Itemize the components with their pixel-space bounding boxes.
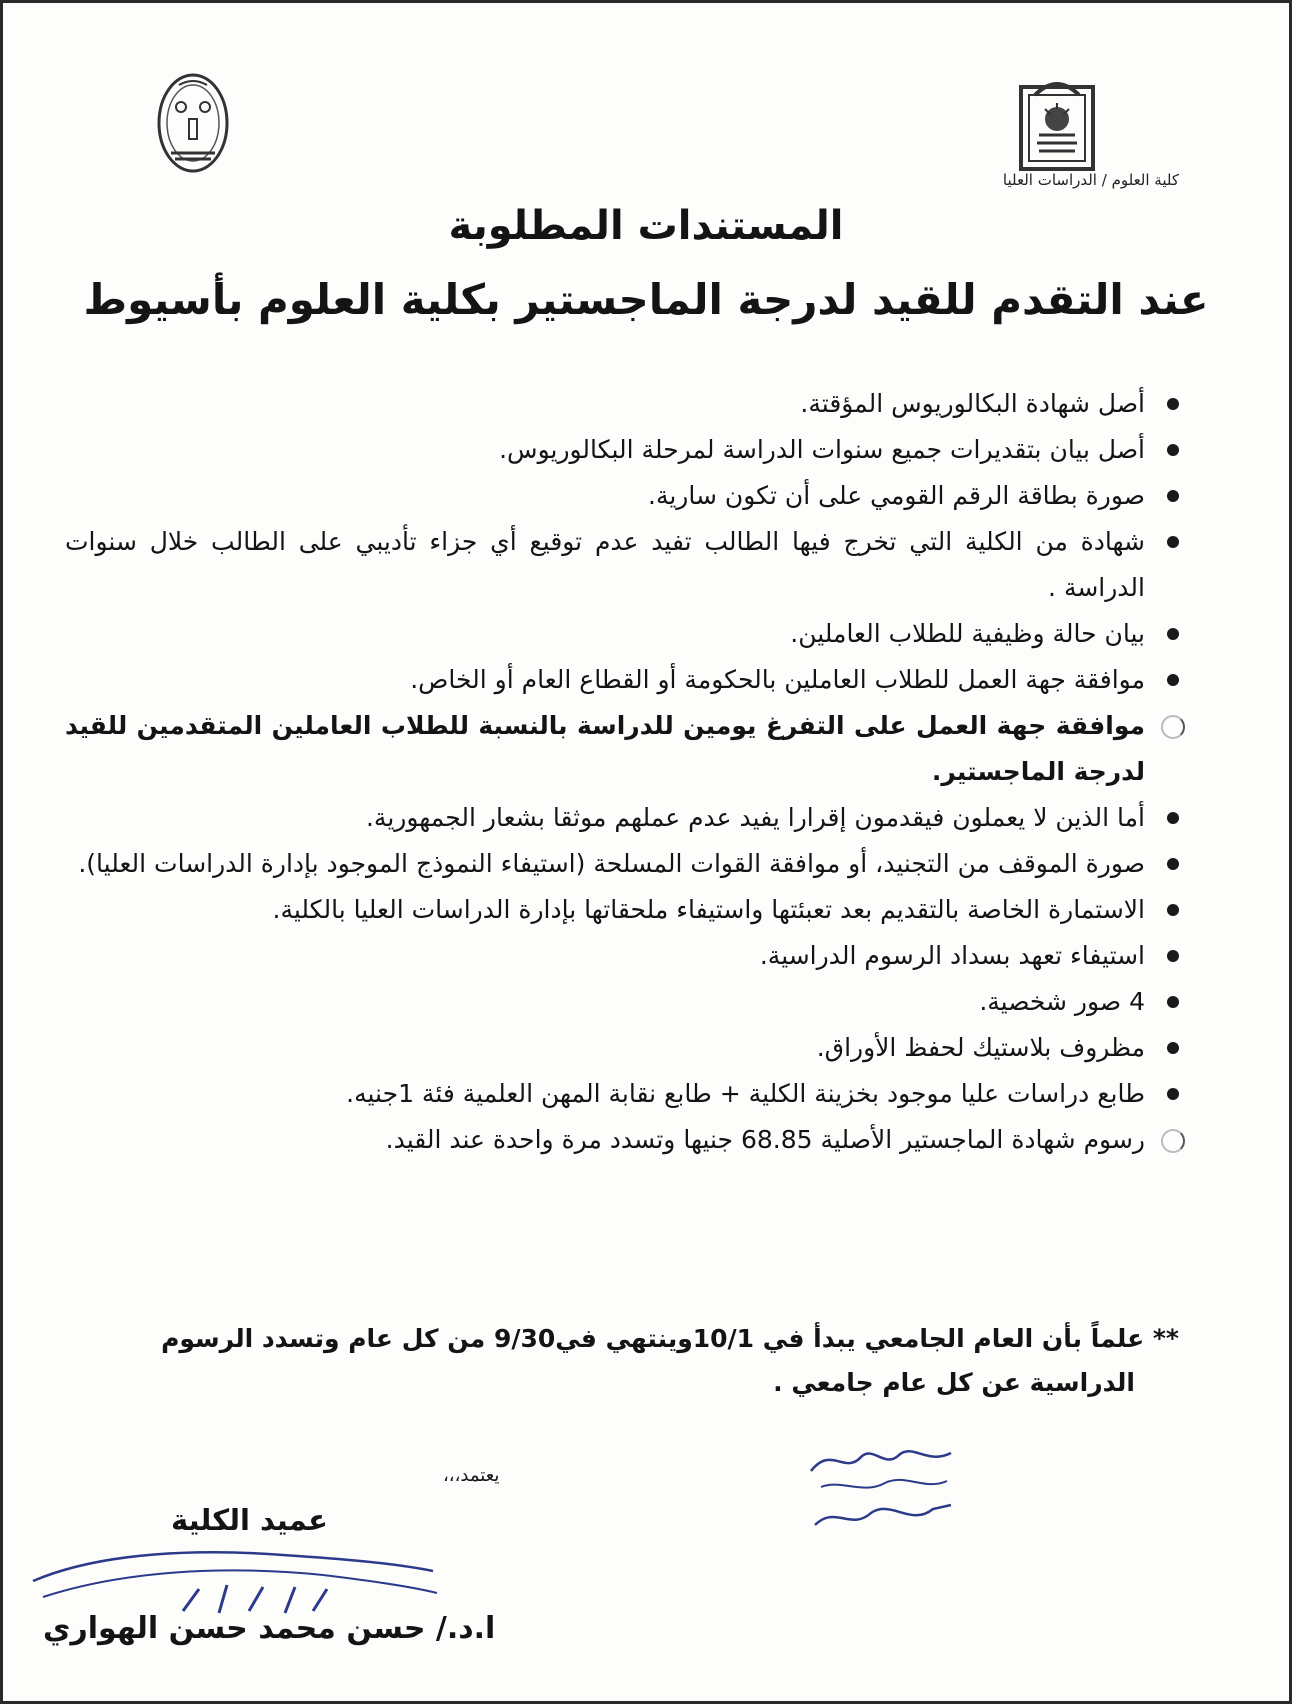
dean-title: عميد الكلية xyxy=(171,1503,328,1537)
dean-name: ا.د./ حسن محمد حسن الهواري xyxy=(43,1611,496,1646)
bullet-icon xyxy=(1167,996,1179,1008)
handwritten-signature-icon xyxy=(801,1435,961,1545)
list-item: شهادة من الكلية التي تخرج فيها الطالب تفيد عدم توقيع أي جزاء تأديبي على الطالب خلال سنوات الدراسة . xyxy=(65,519,1179,611)
hollow-bullet-icon xyxy=(1161,715,1185,739)
list-item: بيان حالة وظيفية للطلاب العاملين. xyxy=(65,611,1179,657)
list-item: مظروف بلاستيك لحفظ الأوراق. xyxy=(65,1025,1179,1071)
requirements-list xyxy=(65,381,1179,1163)
bullet-icon xyxy=(1167,1088,1179,1100)
document-title: المستندات المطلوبة xyxy=(448,203,844,249)
list-item: أما الذين لا يعملون فيقدمون إقرارا يفيد عدم عملهم موثقا بشعار الجمهورية. xyxy=(65,795,1179,841)
bullet-icon xyxy=(1167,398,1179,410)
approval-label: يعتمد،،، xyxy=(443,1465,500,1486)
academic-year-note xyxy=(71,1317,1179,1405)
bullet-icon xyxy=(1167,628,1179,640)
faculty-seal-icon xyxy=(151,69,235,181)
bullet-icon xyxy=(1167,674,1179,686)
document-subtitle: عند التقدم للقيد لدرجة الماجستير بكلية العلوم بأسيوط xyxy=(83,275,1209,324)
bullet-icon xyxy=(1167,950,1179,962)
university-emblem-icon xyxy=(1015,73,1099,173)
list-item: استيفاء تعهد بسداد الرسوم الدراسية. xyxy=(65,933,1179,979)
list-item: الاستمارة الخاصة بالتقديم بعد تعبئتها واستيفاء ملحقاتها بإدارة الدراسات العليا بالكلية. xyxy=(65,887,1179,933)
department-label: كلية العلوم / الدراسات العليا xyxy=(1002,171,1179,189)
note-line: الدراسية عن كل عام جامعي . xyxy=(773,1368,1135,1397)
bullet-icon xyxy=(1167,812,1179,824)
list-item: صورة الموقف من التجنيد، أو موافقة القوات المسلحة (استيفاء النموذج الموجود بإدارة الدراسات العليا). xyxy=(65,841,1179,887)
list-item: أصل بيان بتقديرات جميع سنوات الدراسة لمرحلة البكالوريوس. xyxy=(65,427,1179,473)
bullet-icon xyxy=(1167,904,1179,916)
bullet-icon xyxy=(1167,1042,1179,1054)
list-item: موافقة جهة العمل للطلاب العاملين بالحكومة أو القطاع العام أو الخاص. xyxy=(65,657,1179,703)
list-item: رسوم شهادة الماجستير الأصلية 68.85 جنيها وتسدد مرة واحدة عند القيد. xyxy=(65,1117,1179,1163)
list-item: صورة بطاقة الرقم القومي على أن تكون سارية. xyxy=(65,473,1179,519)
list-item: أصل شهادة البكالوريوس المؤقتة. xyxy=(65,381,1179,427)
bullet-icon xyxy=(1167,536,1179,548)
list-item: موافقة جهة العمل على التفرغ يومين للدراسة بالنسبة للطلاب العاملين المتقدمين للقيد لدرجة الماجستير. xyxy=(65,703,1179,795)
hollow-bullet-icon xyxy=(1161,1129,1185,1153)
bullet-icon xyxy=(1167,444,1179,456)
bullet-icon xyxy=(1167,490,1179,502)
bullet-icon xyxy=(1167,858,1179,870)
note-line: ** علماً بأن العام الجامعي يبدأ في 10/1وينتهي في9/30 من كل عام وتسدد الرسوم xyxy=(161,1324,1179,1353)
list-item: 4 صور شخصية. xyxy=(65,979,1179,1025)
list-item: طابع دراسات عليا موجود بخزينة الكلية + طابع نقابة المهن العلمية فئة 1جنيه. xyxy=(65,1071,1179,1117)
